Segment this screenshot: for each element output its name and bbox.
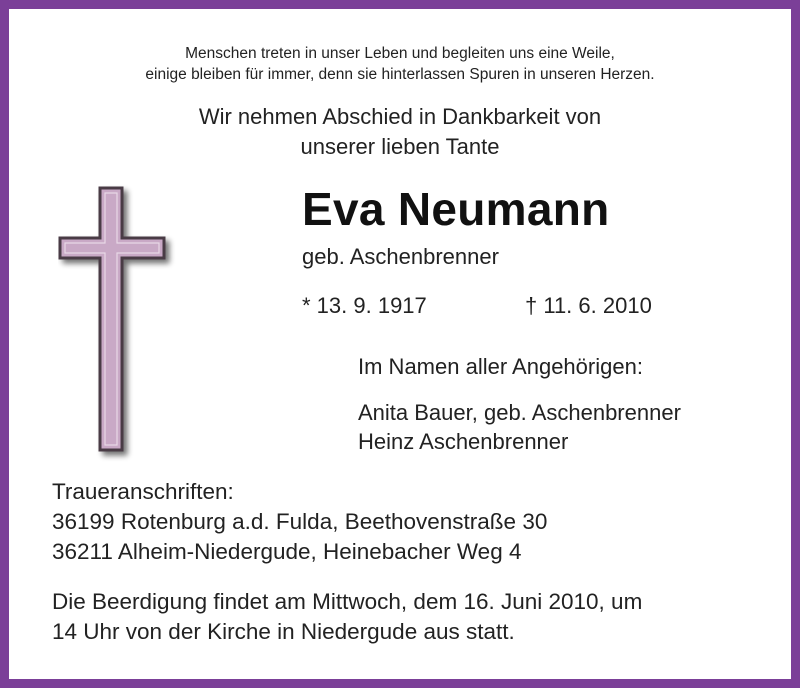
address-line: 36211 Alheim-Niedergude, Heinebacher Weg 4 — [52, 539, 522, 564]
addresses-heading: Traueranschriften: — [52, 479, 234, 504]
mourners-heading: Im Namen aller Angehörigen: — [358, 354, 643, 379]
birth-date: * 13. 9. 1917 — [302, 293, 427, 318]
motto-line-1: Menschen treten in unser Leben und begleiten uns eine Weile, — [185, 45, 615, 62]
address-line: 36199 Rotenburg a.d. Fulda, Beethovenstraße 30 — [52, 509, 548, 534]
birth-name: geb. Aschenbrenner — [302, 244, 499, 269]
deceased-name: Eva Neumann — [302, 183, 610, 235]
motto-line-2: einige bleiben für immer, denn sie hinterlassen Spuren in unseren Herzen. — [145, 66, 655, 83]
intro-line-1: Wir nehmen Abschied in Dankbarkeit von — [198, 104, 602, 129]
mourner-name: Anita Bauer, geb. Aschenbrenner — [358, 400, 681, 425]
death-date: † 11. 6. 2010 — [525, 293, 652, 318]
intro-line-2: unserer lieben Tante — [300, 134, 500, 159]
mourner-name: Heinz Aschenbrenner — [358, 429, 569, 454]
latin-cross-icon — [58, 184, 188, 464]
funeral-line-1: Die Beerdigung findet am Mittwoch, dem 16. Juni 2010, um — [52, 589, 643, 614]
funeral-line-2: 14 Uhr von der Kirche in Niedergude aus statt. — [52, 619, 515, 644]
